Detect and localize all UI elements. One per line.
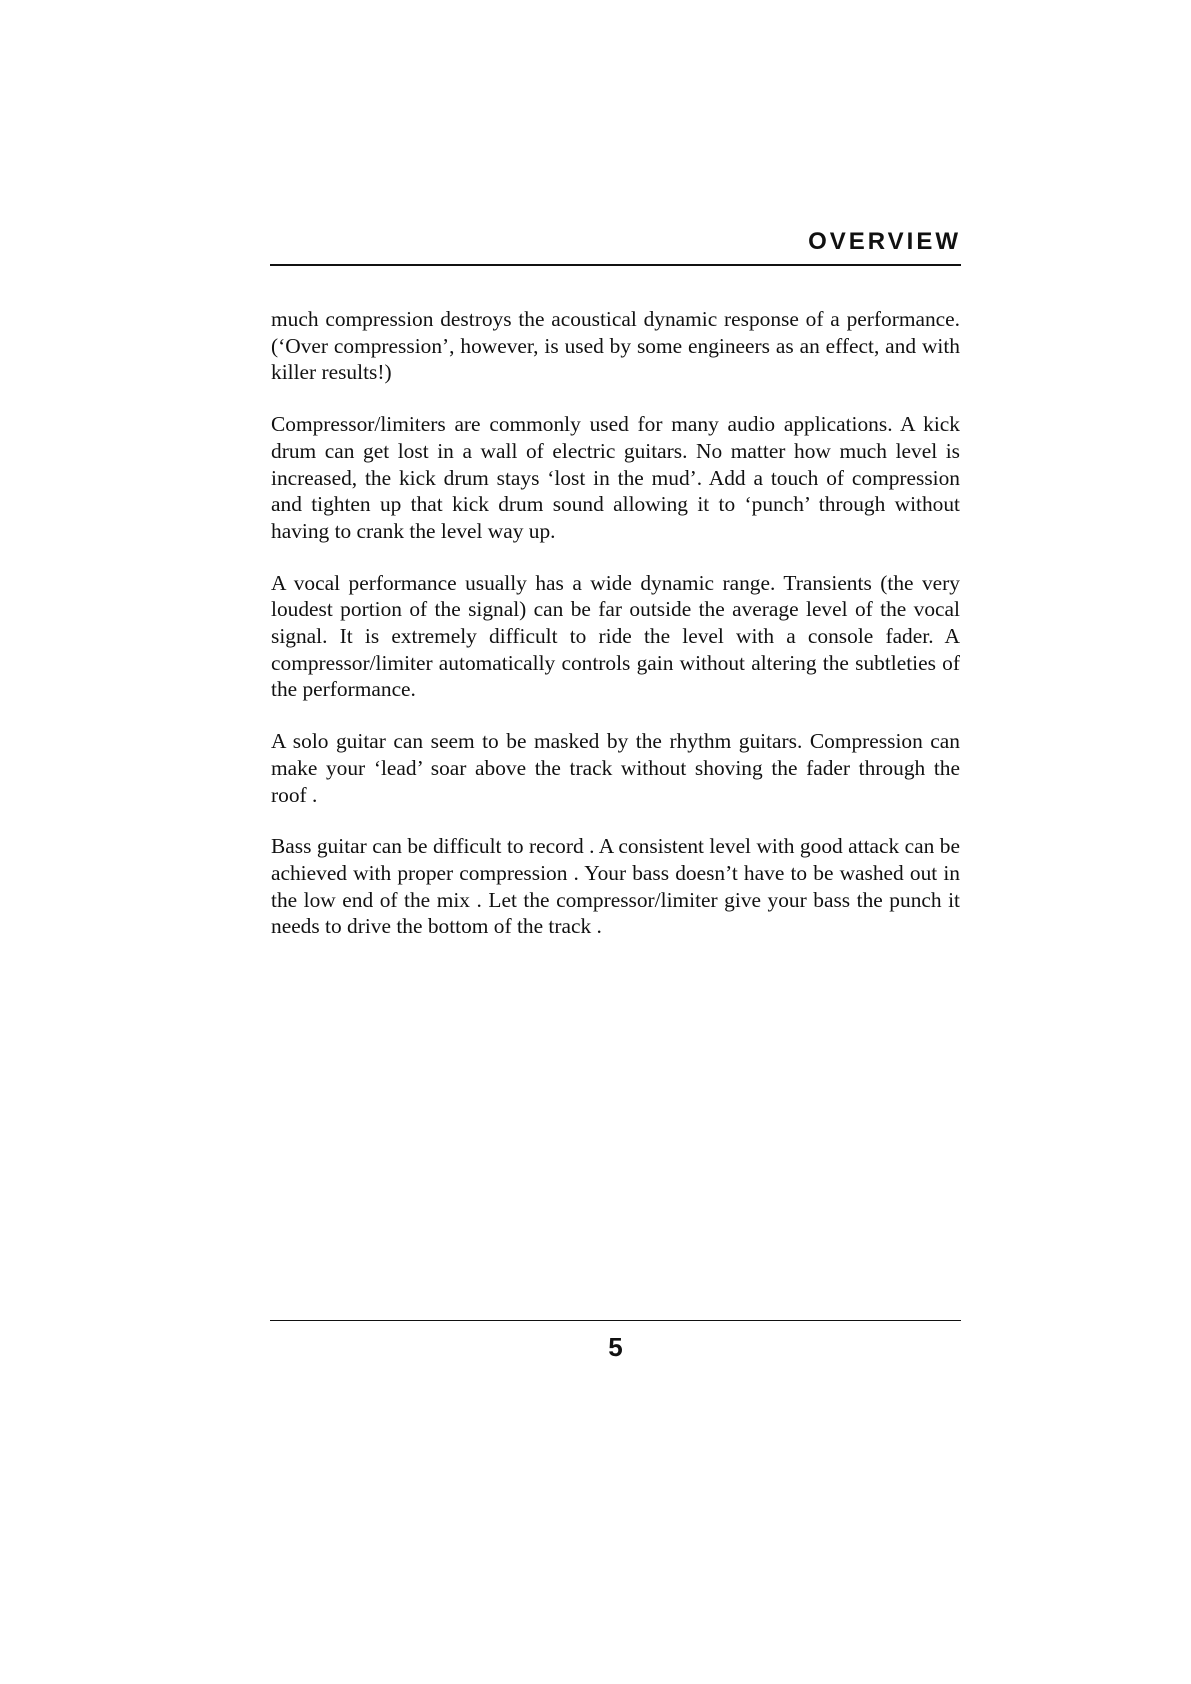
page-number: 5 xyxy=(608,1332,623,1362)
paragraph: Compressor/limiters are commonly used for many audio applications. A kick drum can get lost in a wall of electric guitars. No matter how much level is increased, the kick drum stays ‘lost in the mud’. Add a touch of compression and tighten up that kick drum sound allowing it to ‘punch’ through without having to crank the level way up. xyxy=(271,412,960,543)
section-title: OVERVIEW xyxy=(808,228,961,255)
paragraph: much compression destroys the acoustical dynamic response of a performance. (‘Over compression’, however, is used by some engineers as an effect, and with killer results!) xyxy=(271,307,960,385)
footer-divider xyxy=(270,1320,961,1321)
paragraph: A vocal performance usually has a wide dynamic range. Transients (the very loudest portion of the signal) can be far outside the average level of the vocal signal. It is extremely difficult to ride the level with a console fader. A compressor/limiter automatically controls gain without altering the subtleties of the performance. xyxy=(271,570,960,702)
main-text xyxy=(271,306,960,965)
header-divider xyxy=(270,264,961,266)
paragraph: Bass guitar can be difficult to record . A consistent level with good attack can be achieved with proper compression . Your bass doesn’t have to be washed out in the low end of the mix . Let the compressor/limiter give your bass the punch it needs to drive the bottom of the track . xyxy=(271,834,960,939)
paragraph: A solo guitar can seem to be masked by the rhythm guitars. Compression can make your ‘lead’ soar above the track without shoving the fader through the roof . xyxy=(271,729,960,807)
